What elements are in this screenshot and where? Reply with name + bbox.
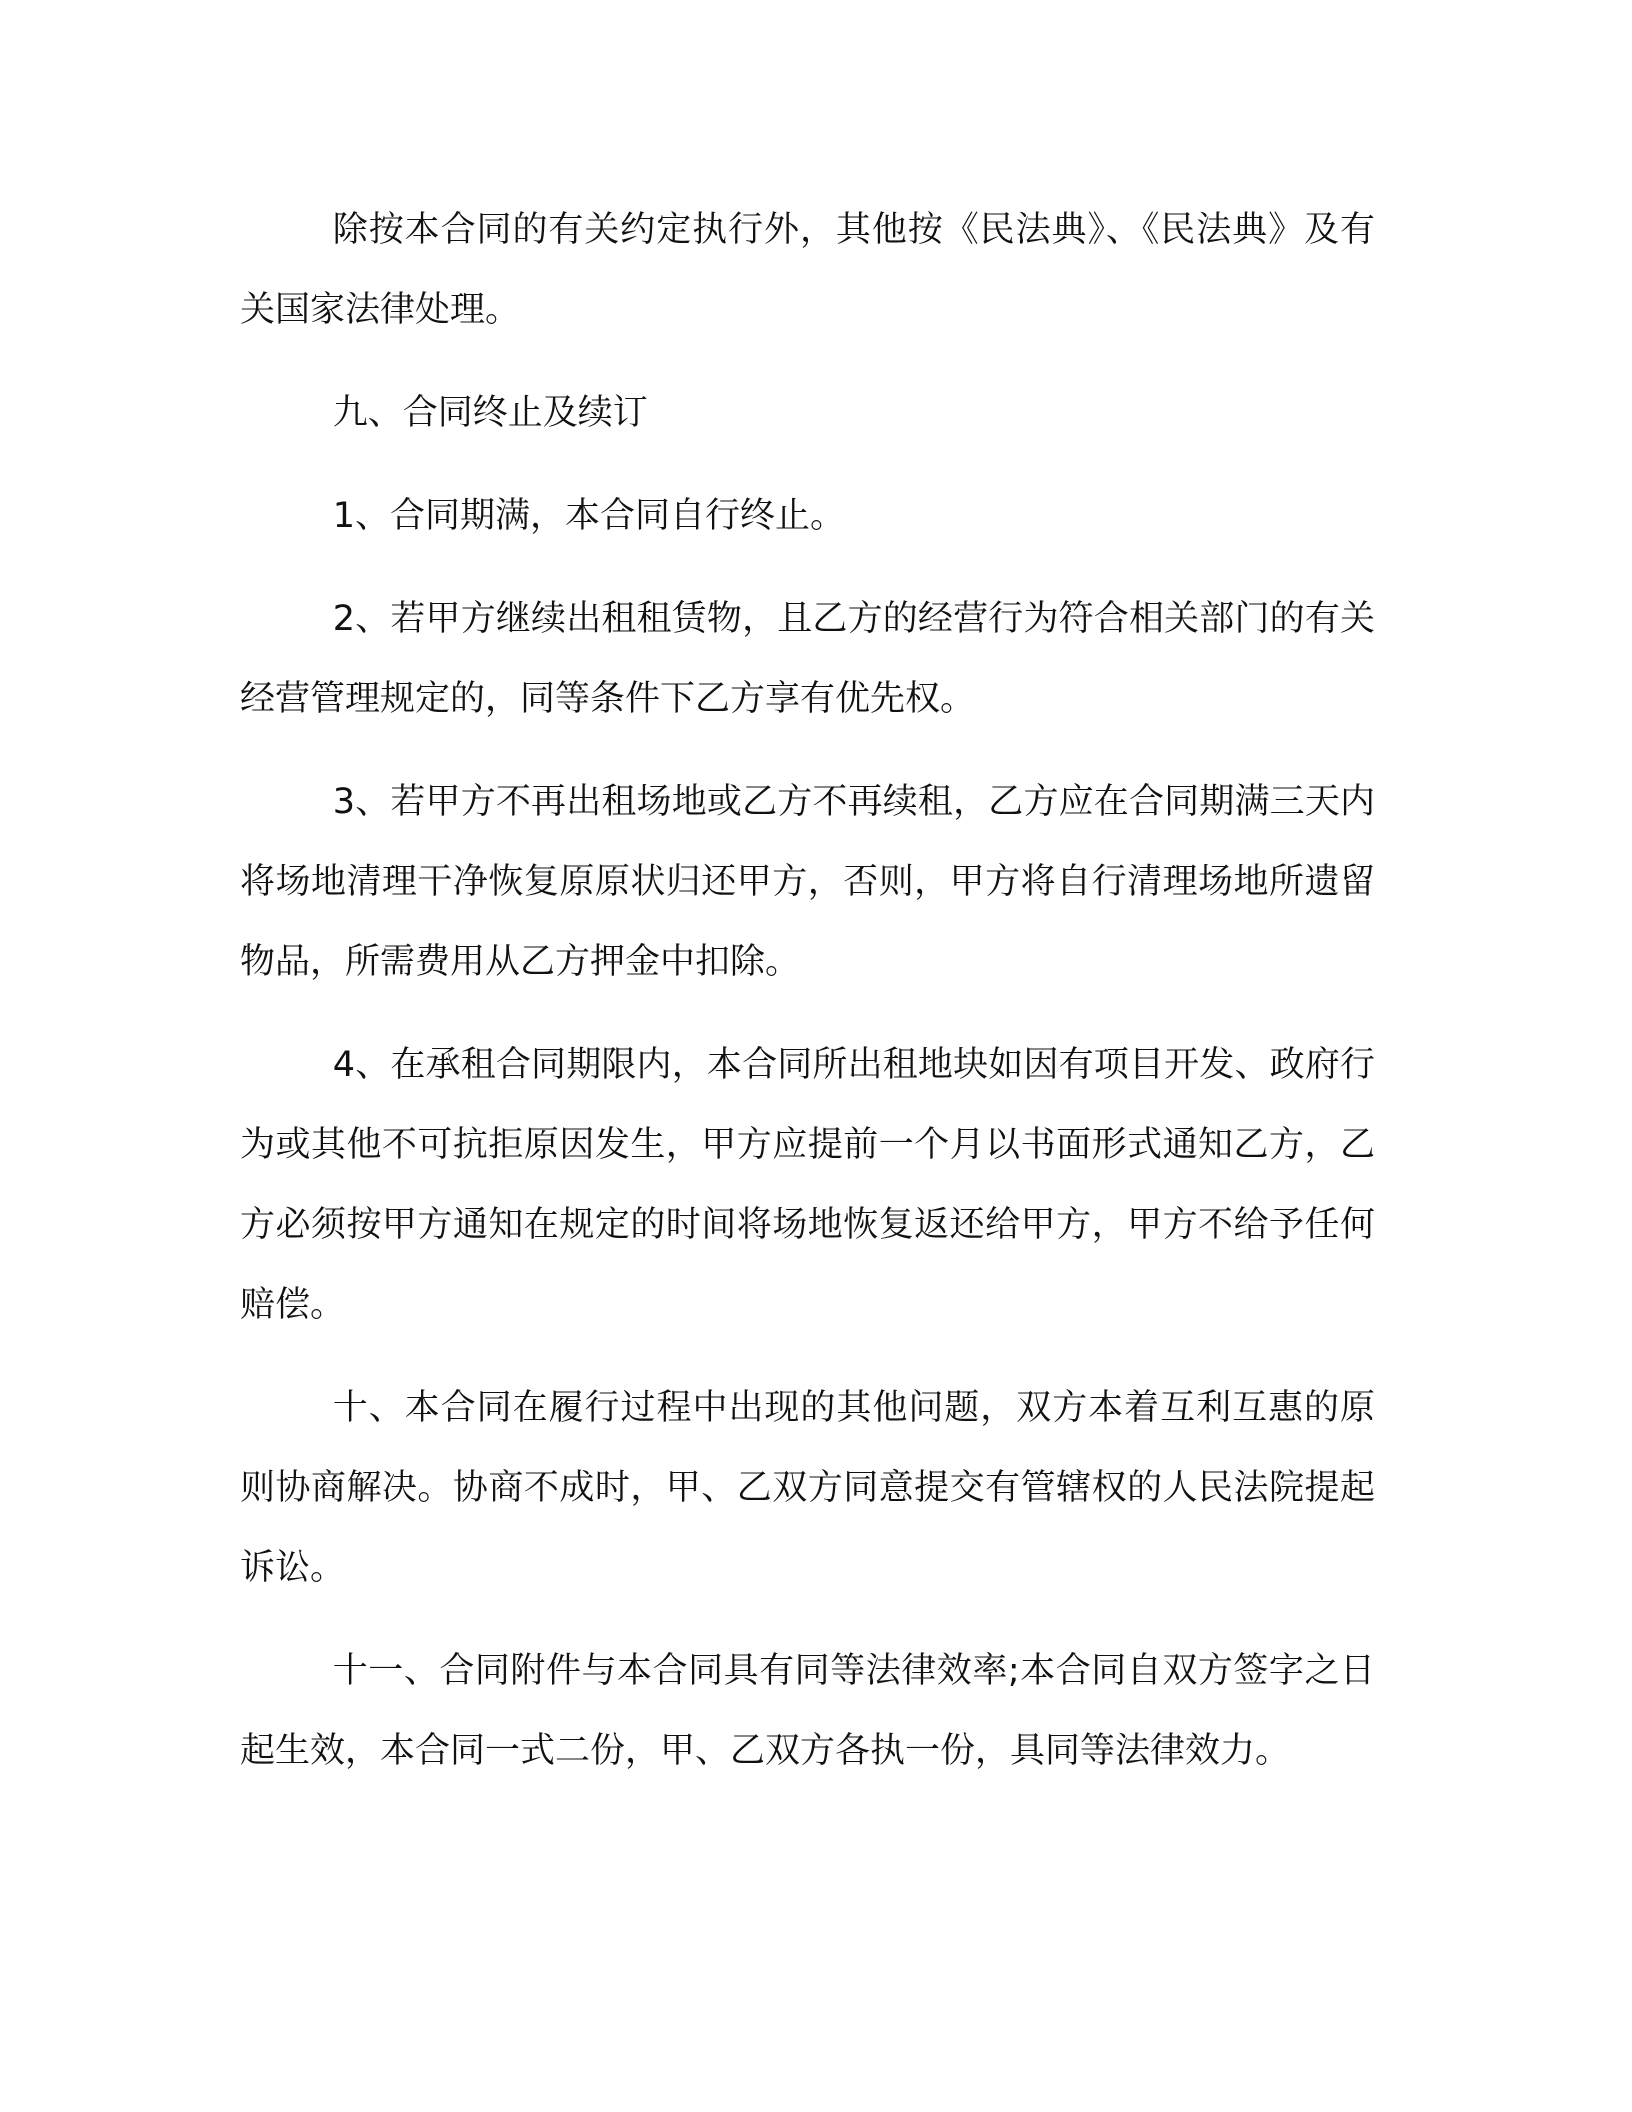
section-11-effectiveness: 十一、合同附件与本合同具有同等法律效率;本合同自双方签字之日起生效，本合同一式二份，甲、乙双方各执一份，具同等法律效力。 [240,1651,1375,1771]
clause-4-early-termination: 4、在承租合同期限内，本合同所出租地块如因有项目开发、政府行为或其他不可抗拒原因发生，甲方应提前一个月以书面形式通知乙方，乙方必须按甲方通知在规定的时间将场地恢复返还给甲方，甲方不给予任何赔偿。 [240,1045,1375,1325]
clause-1-expiry: 1、合同期满，本合同自行终止。 [332,496,846,536]
paragraph-legal-basis: 除按本合同的有关约定执行外，其他按《民法典》、《民法典》及有关国家法律处理。 [240,210,1375,330]
clause-3-site-clearing: 3、若甲方不再出租场地或乙方不再续租，乙方应在合同期满三天内将场地清理干净恢复原原状归还甲方，否则，甲方将自行清理场地所遗留物品，所需费用从乙方押金中扣除。 [240,782,1375,982]
section-heading-termination-renewal: 九、合同终止及续订 [332,393,648,433]
clause-2-priority-right: 2、若甲方继续出租租赁物，且乙方的经营行为符合相关部门的有关经营管理规定的，同等条件下乙方享有优先权。 [240,599,1375,719]
section-10-dispute-resolution: 十、本合同在履行过程中出现的其他问题，双方本着互利互惠的原则协商解决。协商不成时，甲、乙双方同意提交有管辖权的人民法院提起诉讼。 [240,1388,1375,1588]
document-body [240,190,1375,1814]
